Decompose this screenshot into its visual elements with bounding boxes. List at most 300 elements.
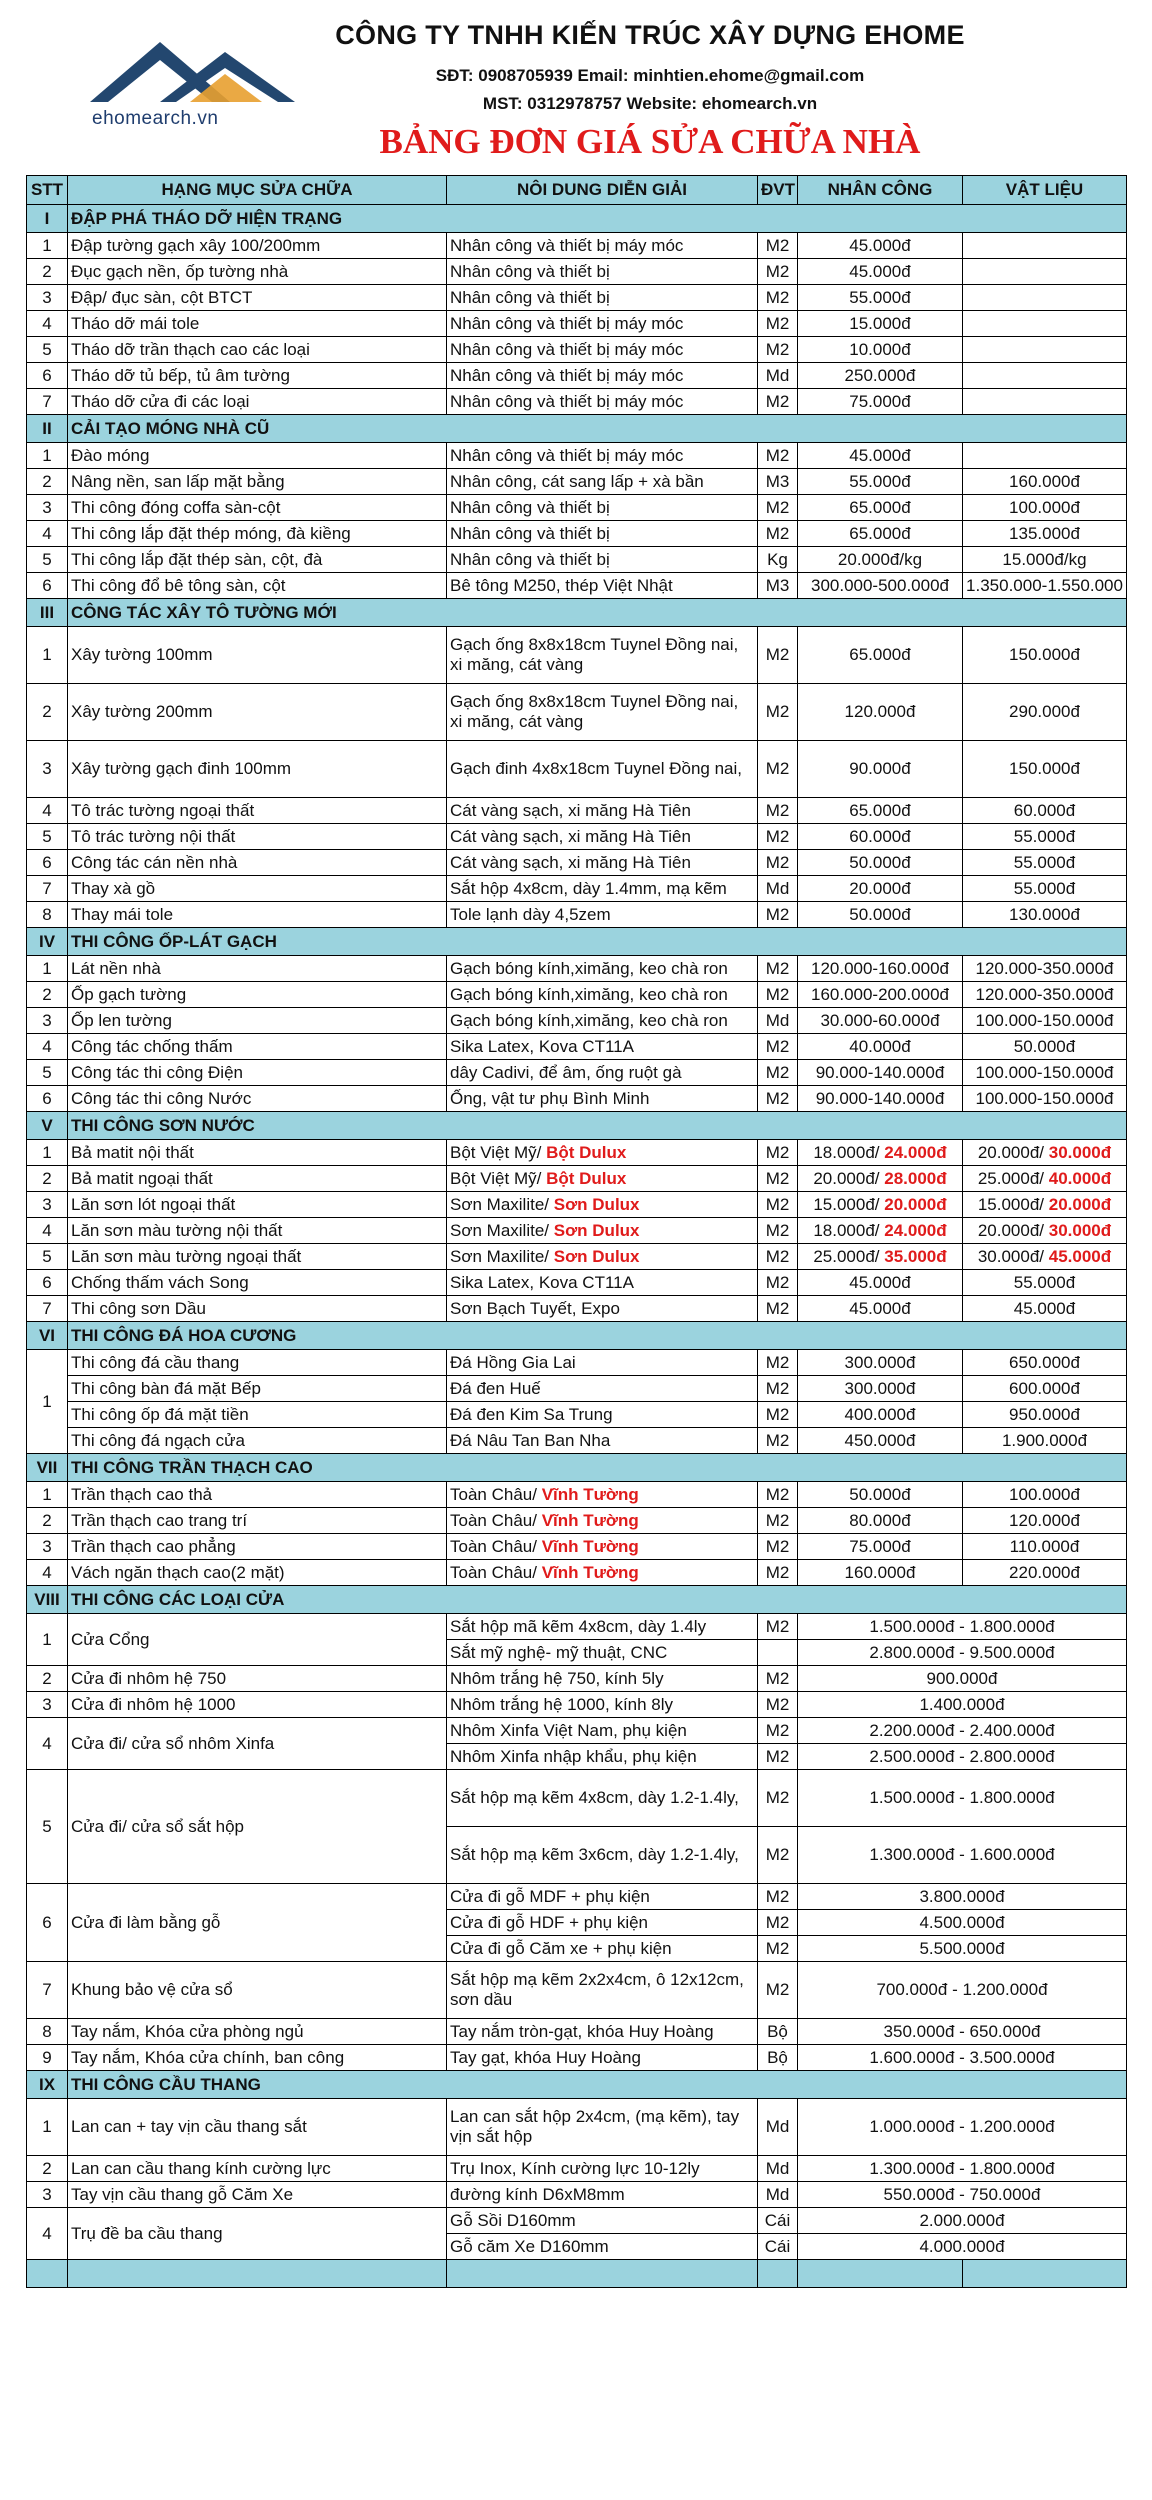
row-unit: M2 [758, 1666, 798, 1692]
row-unit: M2 [758, 1770, 798, 1827]
row-material [963, 1402, 1127, 1428]
row-material [963, 876, 1127, 902]
row-labor [798, 443, 963, 469]
row-stt: 4 [27, 798, 68, 824]
row-material [963, 1034, 1127, 1060]
row-stt: 1 [27, 1350, 68, 1454]
row-unit: M2 [758, 389, 798, 415]
row-price: 2.200.000đ - 2.400.000đ [798, 1718, 1127, 1744]
row-item: Công tác thi công Nước [68, 1086, 447, 1112]
row-price: 350.000đ - 650.000đ [798, 2019, 1127, 2045]
cell-text: 55.000đ [1013, 878, 1076, 898]
cell-text: 1.350.000-1.550.000 [966, 575, 1123, 595]
row-unit: Kg [758, 547, 798, 573]
row-stt: 4 [27, 1560, 68, 1586]
table-row [27, 1140, 1127, 1166]
row-desc [447, 1428, 758, 1454]
section-row [27, 1322, 1127, 1350]
row-desc [447, 1008, 758, 1034]
highlight-text: 40.000đ [1048, 1168, 1112, 1188]
row-desc [447, 1884, 758, 1910]
row-labor [798, 311, 963, 337]
table-row [27, 1244, 1127, 1270]
row-item: Thay mái tole [68, 902, 447, 928]
table-row [27, 1962, 1127, 2019]
row-item: Thi công bàn đá mặt Bếp [68, 1376, 447, 1402]
cell-text: 90.000đ [849, 759, 911, 778]
row-unit: M2 [758, 1060, 798, 1086]
row-material [963, 1008, 1127, 1034]
cell-text: 50.000đ [1013, 1036, 1076, 1056]
row-item: Cửa Cổng [68, 1614, 447, 1666]
section-row [27, 1112, 1127, 1140]
cell-text: Tay gạt, khóa Huy Hoàng [450, 2047, 641, 2067]
row-desc [447, 1936, 758, 1962]
highlight-text: 30.000đ [1048, 1142, 1112, 1162]
cell-text: 75.000đ [849, 391, 911, 411]
cell-text: Nhân công và thiết bị máy móc [450, 391, 684, 411]
row-stt: 8 [27, 902, 68, 928]
row-item: Lan can + tay vịn cầu thang sắt [68, 2099, 447, 2156]
row-unit: Md [758, 876, 798, 902]
section-title: ĐẬP PHÁ THÁO DỠ HIỆN TRẠNG [68, 205, 1127, 233]
row-price: 2.500.000đ - 2.800.000đ [798, 1744, 1127, 1770]
cell-text: 20.000đ [849, 878, 911, 898]
row-unit: M2 [758, 850, 798, 876]
footer-cell [963, 2260, 1127, 2288]
cell-text: Nhôm trắng hệ 1000, kính 8ly [450, 1694, 674, 1714]
cell-text: 18.000đ/ [813, 1220, 885, 1240]
row-item: Tay nắm, Khóa cửa chính, ban công [68, 2045, 447, 2071]
row-unit: M2 [758, 1744, 798, 1770]
table-row [27, 311, 1127, 337]
row-stt: 4 [27, 1034, 68, 1060]
row-stt: 2 [27, 259, 68, 285]
row-labor [798, 1218, 963, 1244]
cell-text: 30.000-60.000đ [820, 1010, 940, 1030]
row-desc [447, 1666, 758, 1692]
row-item: Thi công đổ bê tông sàn, cột [68, 573, 447, 599]
row-material [963, 285, 1127, 311]
cell-text: Cát vàng sạch, xi măng Hà Tiên [450, 826, 691, 846]
table-row [27, 363, 1127, 389]
cell-text: 120.000đ [1009, 1510, 1080, 1530]
row-labor [798, 547, 963, 573]
row-desc [447, 1482, 758, 1508]
row-stt: 3 [27, 495, 68, 521]
row-desc [447, 495, 758, 521]
row-desc [447, 311, 758, 337]
row-item: Xây tường 100mm [68, 627, 447, 684]
table-row [27, 956, 1127, 982]
row-labor [798, 1534, 963, 1560]
row-item: Cửa đi nhôm hệ 1000 [68, 1692, 447, 1718]
cell-text: 160.000-200.000đ [810, 984, 950, 1004]
cell-text: Nhân công và thiết bị máy móc [450, 235, 684, 255]
row-price: 1.300.000đ - 1.600.000đ [798, 1827, 1127, 1884]
row-item: Công tác thi công Điện [68, 1060, 447, 1086]
row-item: Tay nắm, Khóa cửa phòng ngủ [68, 2019, 447, 2045]
cell-text: Sắt hộp mạ kẽm 3x6cm, dày 1.2-1.4ly, [450, 1845, 739, 1864]
table-row [27, 1350, 1127, 1376]
row-labor [798, 627, 963, 684]
table-row [27, 1560, 1127, 1586]
row-price: 900.000đ [798, 1666, 1127, 1692]
row-desc [447, 1140, 758, 1166]
table-row [27, 1034, 1127, 1060]
table-row [27, 850, 1127, 876]
cell-text: 120.000-160.000đ [810, 958, 950, 978]
table-row [27, 1376, 1127, 1402]
table-row [27, 627, 1127, 684]
row-stt: 3 [27, 1192, 68, 1218]
table-row [27, 1666, 1127, 1692]
row-unit: Cái [758, 2208, 798, 2234]
section-number: VII [27, 1454, 68, 1482]
cell-text: 55.000đ [1013, 852, 1076, 872]
row-stt: 2 [27, 1508, 68, 1534]
row-unit: M2 [758, 1244, 798, 1270]
row-unit: M2 [758, 684, 798, 741]
row-desc [447, 2099, 758, 2156]
cell-text: Trụ Inox, Kính cường lực 10-12ly [450, 2158, 700, 2178]
row-stt: 6 [27, 1086, 68, 1112]
cell-text: 300.000đ [844, 1378, 916, 1398]
row-desc [447, 956, 758, 982]
row-item: Ốp len tường [68, 1008, 447, 1034]
row-labor [798, 1086, 963, 1112]
cell-text: Sắt hộp 4x8cm, dày 1.4mm, mạ kẽm [450, 878, 727, 898]
table-row [27, 259, 1127, 285]
table-row [27, 1428, 1127, 1454]
row-stt: 5 [27, 547, 68, 573]
section-title: CẢI TẠO MÓNG NHÀ CŨ [68, 415, 1127, 443]
row-unit: M2 [758, 1936, 798, 1962]
row-desc [447, 1192, 758, 1218]
section-number: IV [27, 928, 68, 956]
row-unit: M2 [758, 741, 798, 798]
row-unit: M2 [758, 1692, 798, 1718]
cell-text: Sơn Maxilite/ [450, 1194, 554, 1214]
highlight-text: Vĩnh Tường [541, 1510, 639, 1530]
row-desc [447, 363, 758, 389]
row-labor [798, 1244, 963, 1270]
cell-text: Nhân công và thiết bị [450, 523, 610, 543]
row-desc [447, 1910, 758, 1936]
row-desc [447, 741, 758, 798]
cell-text: Nhân công và thiết bị [450, 497, 610, 517]
footer-cell [758, 2260, 798, 2288]
row-stt: 6 [27, 573, 68, 599]
cell-text: Nhân công và thiết bị [450, 287, 610, 307]
table-row [27, 1884, 1127, 1910]
row-unit: M3 [758, 469, 798, 495]
row-unit: Md [758, 2099, 798, 2156]
cell-text: Nhân công và thiết bị [450, 261, 610, 281]
highlight-text: 20.000đ [884, 1194, 947, 1214]
cell-text: dây Cadivi, để âm, ống ruột gà [450, 1062, 682, 1082]
section-row [27, 599, 1127, 627]
cell-text: Tole lạnh dày 4,5zem [450, 904, 611, 924]
row-item: Thi công đá cầu thang [68, 1350, 447, 1376]
cell-text: Sắt hộp mã kẽm 4x8cm, dày 1.4ly [450, 1616, 707, 1636]
row-item: Công tác cán nền nhà [68, 850, 447, 876]
row-stt: 4 [27, 1218, 68, 1244]
table-row [27, 1060, 1127, 1086]
row-labor [798, 876, 963, 902]
cell-text: Bê tông M250, thép Việt Nhật [450, 575, 673, 595]
row-desc [447, 469, 758, 495]
row-stt: 4 [27, 1718, 68, 1770]
row-unit: Bộ [758, 2019, 798, 2045]
table-row [27, 1270, 1127, 1296]
row-unit: M2 [758, 285, 798, 311]
row-labor [798, 902, 963, 928]
row-material [963, 521, 1127, 547]
row-unit: M2 [758, 902, 798, 928]
row-material [963, 389, 1127, 415]
cell-text: Gỗ Sồi D160mm [450, 2210, 576, 2230]
row-desc [447, 1402, 758, 1428]
table-footer-row [27, 2260, 1127, 2288]
row-desc [447, 1770, 758, 1827]
col-header-labor: NHÂN CÔNG [798, 176, 963, 205]
row-material [963, 798, 1127, 824]
row-labor [798, 824, 963, 850]
row-desc [447, 1560, 758, 1586]
row-desc [447, 2234, 758, 2260]
cell-text: 25.000đ/ [813, 1246, 885, 1266]
cell-text: 300.000đ [844, 1352, 916, 1372]
row-material [963, 902, 1127, 928]
row-item: Trần thạch cao thả [68, 1482, 447, 1508]
table-row [27, 684, 1127, 741]
cell-text: Cửa đi gỗ MDF + phụ kiện [450, 1886, 650, 1906]
row-labor [798, 1482, 963, 1508]
row-unit: M2 [758, 521, 798, 547]
row-item: Trần thạch cao phẳng [68, 1534, 447, 1560]
row-labor [798, 1376, 963, 1402]
table-row [27, 1482, 1127, 1508]
table-row [27, 1296, 1127, 1322]
row-price: 2.000.000đ [798, 2208, 1127, 2234]
cell-text: Cửa đi gỗ Căm xe + phụ kiện [450, 1938, 672, 1958]
highlight-text: Sơn Dulux [553, 1220, 640, 1240]
row-item: Thi công lắp đặt thép móng, đà kiềng [68, 521, 447, 547]
cell-text: Ống, vật tư phụ Bình Minh [450, 1088, 650, 1108]
row-labor [798, 469, 963, 495]
section-number: II [27, 415, 68, 443]
row-desc [447, 2208, 758, 2234]
row-material [963, 1428, 1127, 1454]
row-material [963, 233, 1127, 259]
table-row [27, 1218, 1127, 1244]
row-material [963, 850, 1127, 876]
row-item: Trần thạch cao trang trí [68, 1508, 447, 1534]
row-labor [798, 1060, 963, 1086]
row-item: Cửa đi/ cửa sổ sắt hộp [68, 1770, 447, 1884]
section-row [27, 2071, 1127, 2099]
table-row [27, 1534, 1127, 1560]
row-stt: 4 [27, 2208, 68, 2260]
row-unit: M2 [758, 1166, 798, 1192]
row-material [963, 1270, 1127, 1296]
row-unit: M2 [758, 1402, 798, 1428]
row-unit: Md [758, 363, 798, 389]
row-labor [798, 363, 963, 389]
row-item: Nâng nền, san lấp mặt bằng [68, 469, 447, 495]
cell-text: Gạch bóng kính,ximăng, keo chà ron [450, 958, 728, 978]
row-price: 550.000đ - 750.000đ [798, 2182, 1127, 2208]
row-stt: 4 [27, 311, 68, 337]
table-row [27, 495, 1127, 521]
row-item: Thi công ốp đá mặt tiền [68, 1402, 447, 1428]
table-row [27, 547, 1127, 573]
cell-text: Toàn Châu/ [450, 1484, 542, 1504]
row-stt: 5 [27, 1770, 68, 1884]
row-unit: M2 [758, 798, 798, 824]
row-stt: 5 [27, 824, 68, 850]
row-material [963, 1560, 1127, 1586]
row-unit: M2 [758, 1218, 798, 1244]
row-unit: M2 [758, 1428, 798, 1454]
row-desc [447, 1218, 758, 1244]
highlight-text: Vĩnh Tường [541, 1484, 639, 1504]
table-row [27, 876, 1127, 902]
row-price: 1.500.000đ - 1.800.000đ [798, 1770, 1127, 1827]
row-unit [758, 1640, 798, 1666]
row-material [963, 1376, 1127, 1402]
cell-text: 300.000-500.000đ [810, 575, 950, 595]
table-header-row [27, 176, 1127, 205]
row-labor [798, 285, 963, 311]
cell-text: 130.000đ [1009, 904, 1080, 924]
table-row [27, 982, 1127, 1008]
cell-text: 55.000đ [849, 471, 911, 491]
row-desc [447, 1962, 758, 2019]
table-row [27, 389, 1127, 415]
row-item: Khung bảo vệ cửa sổ [68, 1962, 447, 2019]
table-row [27, 1770, 1127, 1827]
row-desc [447, 1086, 758, 1112]
cell-text: 1.900.000đ [1001, 1430, 1088, 1450]
cell-text: Toàn Châu/ [450, 1510, 542, 1530]
row-desc [447, 337, 758, 363]
cell-text: 90.000-140.000đ [815, 1088, 945, 1108]
row-material [963, 982, 1127, 1008]
section-title: THI CÔNG CẦU THANG [68, 2071, 1127, 2099]
cell-text: 15.000đ [849, 313, 911, 333]
row-unit: M2 [758, 824, 798, 850]
highlight-text: Bột Dulux [546, 1168, 627, 1188]
cell-text: Sắt mỹ nghệ- mỹ thuật, CNC [450, 1642, 668, 1662]
row-price: 3.800.000đ [798, 1884, 1127, 1910]
row-price: 1.400.000đ [798, 1692, 1127, 1718]
cell-text: 100.000đ [1009, 1484, 1080, 1504]
cell-text: Toàn Châu/ [450, 1562, 542, 1582]
cell-text: Bột Việt Mỹ/ [450, 1142, 547, 1162]
table-row [27, 2019, 1127, 2045]
row-desc [447, 1034, 758, 1060]
row-stt: 2 [27, 684, 68, 741]
row-unit: Bộ [758, 2045, 798, 2071]
cell-text: Sơn Maxilite/ [450, 1246, 554, 1266]
row-labor [798, 389, 963, 415]
section-row [27, 928, 1127, 956]
row-material [963, 443, 1127, 469]
highlight-text: Bột Dulux [546, 1142, 627, 1162]
row-stt: 6 [27, 850, 68, 876]
cell-text: 45.000đ [849, 445, 911, 465]
cell-text: Nhân công và thiết bị máy móc [450, 365, 684, 385]
cell-text: 120.000-350.000đ [975, 984, 1114, 1004]
cell-text: Đá đen Kim Sa Trung [450, 1404, 613, 1424]
row-labor [798, 982, 963, 1008]
cell-text: 10.000đ [849, 339, 911, 359]
row-item: Tháo dỡ cửa đi các loại [68, 389, 447, 415]
row-item: Lăn sơn lót ngoại thất [68, 1192, 447, 1218]
cell-text: Đá Hồng Gia Lai [450, 1352, 576, 1372]
cell-text: 400.000đ [844, 1404, 916, 1424]
cell-text: Nhôm trắng hệ 750, kính 5ly [450, 1668, 664, 1688]
contact-line-1: SĐT: 0908705939 Email: minhtien.ehome@gmail.com [435, 66, 865, 85]
cell-text: 15.000đ/ [977, 1194, 1049, 1214]
document-title: BẢNG ĐƠN GIÁ SỬA CHỮA NHÀ [379, 122, 921, 161]
row-labor [798, 1270, 963, 1296]
cell-text: Nhân công và thiết bị [450, 549, 610, 569]
row-labor [798, 1034, 963, 1060]
row-stt: 7 [27, 1962, 68, 2019]
row-desc [447, 285, 758, 311]
row-item: Công tác chống thấm [68, 1034, 447, 1060]
cell-text: Gạch ống 8x8x18cm Tuynel Đồng nai, xi măng, cát vàng [450, 692, 739, 731]
cell-text: Nhôm Xinfa nhập khẩu, phụ kiện [450, 1746, 697, 1766]
cell-text: 80.000đ [849, 1510, 911, 1530]
row-item: Đập/ đục sàn, cột BTCT [68, 285, 447, 311]
row-stt: 2 [27, 1166, 68, 1192]
table-row [27, 233, 1127, 259]
row-material [963, 1350, 1127, 1376]
cell-text: 290.000đ [1009, 702, 1080, 721]
row-stt: 7 [27, 389, 68, 415]
row-unit: Cái [758, 2234, 798, 2260]
cell-text: 20.000đ/ [813, 1168, 885, 1188]
highlight-text: 24.000đ [884, 1220, 947, 1240]
table-row [27, 1008, 1127, 1034]
row-unit: M2 [758, 1192, 798, 1218]
row-price: 700.000đ - 1.200.000đ [798, 1962, 1127, 2019]
row-item: Tháo dỡ tủ bếp, tủ âm tường [68, 363, 447, 389]
row-item: Thi công đóng coffa sàn-cột [68, 495, 447, 521]
row-desc [447, 1692, 758, 1718]
table-row [27, 443, 1127, 469]
row-labor [798, 1166, 963, 1192]
cell-text: 135.000đ [1009, 523, 1080, 543]
row-stt: 8 [27, 2019, 68, 2045]
table-row [27, 2182, 1127, 2208]
section-number: III [27, 599, 68, 627]
col-header-unit: ĐVT [758, 176, 798, 205]
row-stt: 7 [27, 876, 68, 902]
row-unit: M2 [758, 627, 798, 684]
highlight-text: 20.000đ [1048, 1194, 1112, 1214]
row-desc [447, 1376, 758, 1402]
table-row [27, 2156, 1127, 2182]
row-stt: 5 [27, 1060, 68, 1086]
table-row [27, 1192, 1127, 1218]
row-labor [798, 1560, 963, 1586]
row-price: 1.500.000đ - 1.800.000đ [798, 1614, 1127, 1640]
